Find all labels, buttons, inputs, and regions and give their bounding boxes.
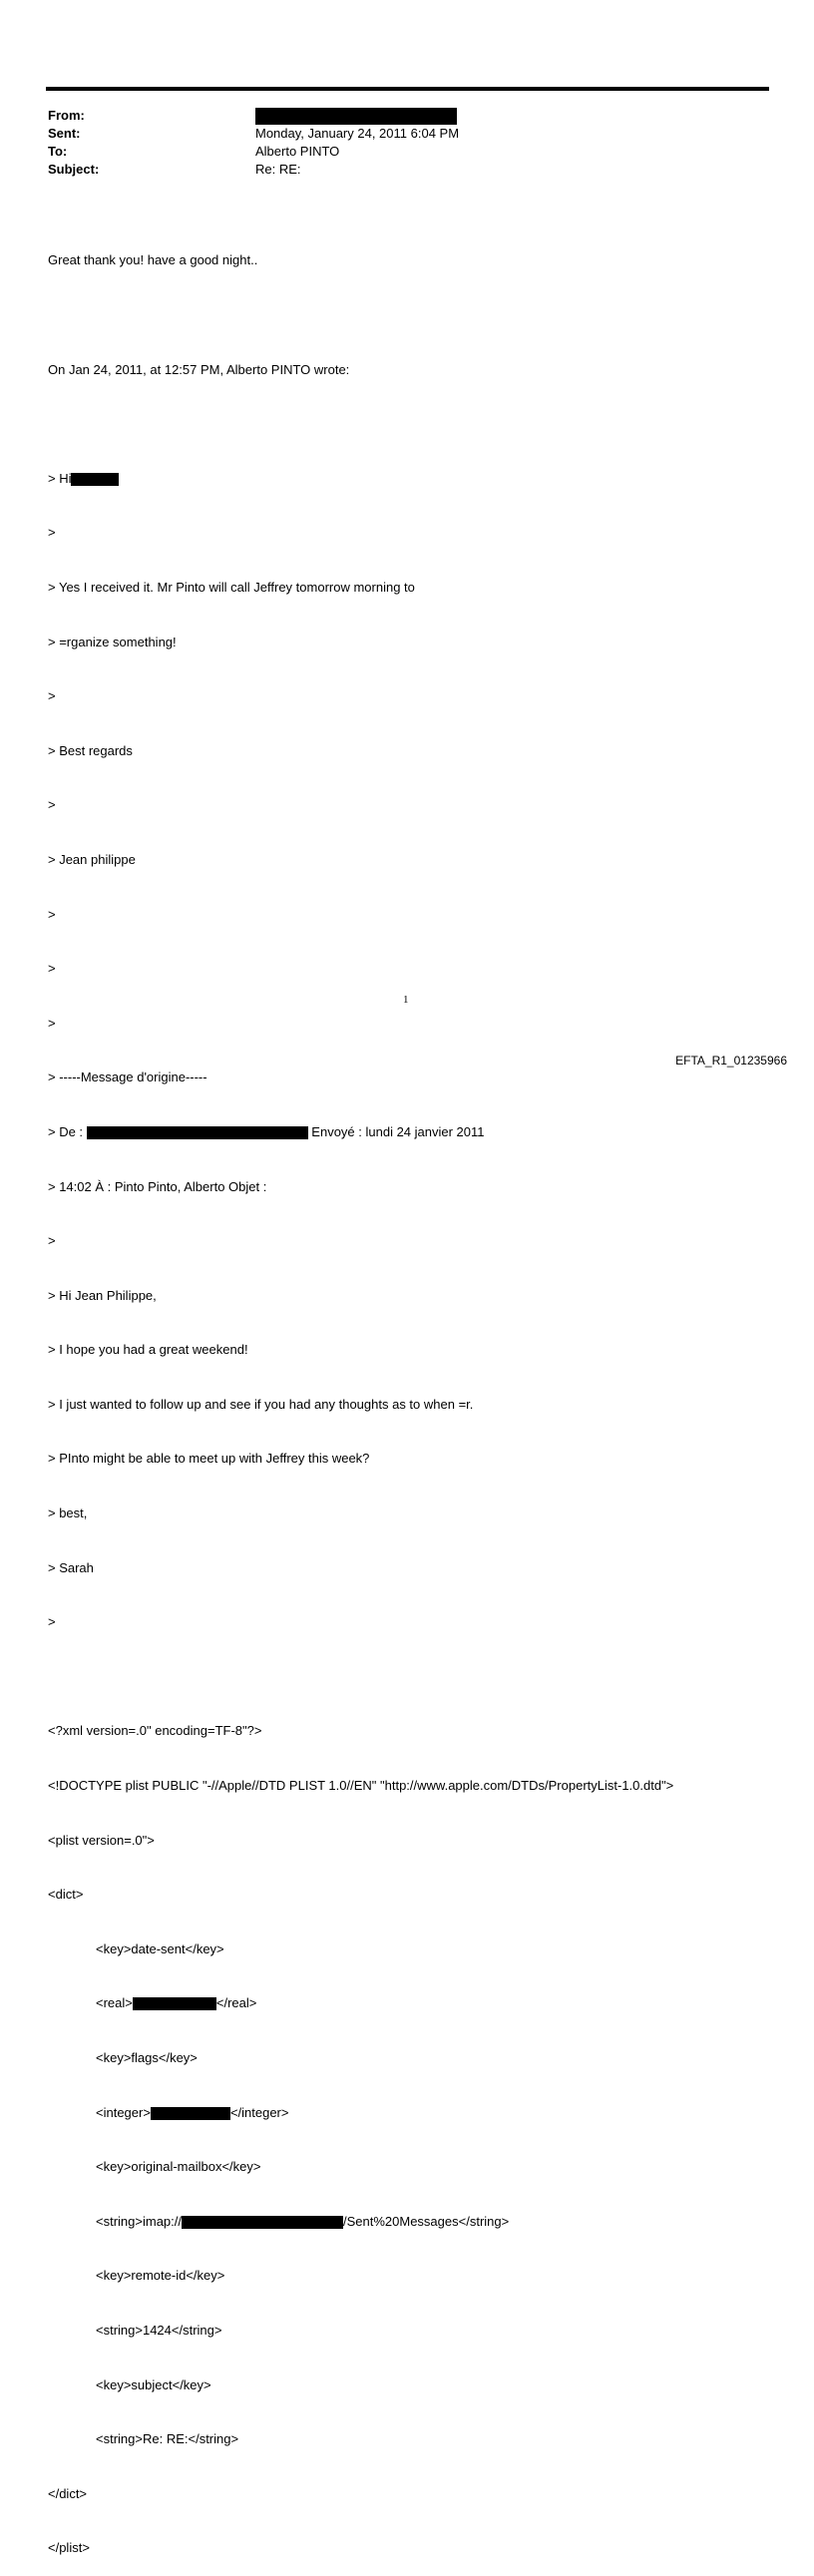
subject-label: Subject: bbox=[48, 162, 100, 177]
redaction-bar bbox=[182, 2216, 343, 2229]
plist-text: <integer> bbox=[96, 2104, 151, 2120]
plist-line bbox=[48, 2104, 776, 2122]
quote-line: > bbox=[48, 906, 56, 922]
plist-text: </integer> bbox=[229, 2104, 289, 2120]
quote-line: > bbox=[48, 961, 56, 977]
plist-line bbox=[48, 2213, 776, 2231]
plist-text: /Sent%20Messages</string> bbox=[343, 2213, 510, 2229]
to-label: To: bbox=[48, 144, 68, 159]
quote-line: > Yes I received it. Mr Pinto will call Jeffrey tomorrow morning to bbox=[48, 579, 415, 595]
sent-label: Sent: bbox=[48, 126, 81, 141]
plist-line bbox=[48, 1994, 776, 2012]
plist-text: <string>imap:// bbox=[96, 2213, 182, 2229]
quote-text: Envoyé : lundi 24 janvier 2011 bbox=[311, 1123, 485, 1139]
to-value: Alberto PINTO bbox=[255, 144, 340, 159]
plist-text: </real> bbox=[215, 1995, 257, 2011]
quote-line: > 14:02 À : Pinto Pinto, Alberto Objet : bbox=[48, 1178, 267, 1194]
quote-line bbox=[48, 470, 776, 488]
redaction-bar bbox=[255, 108, 457, 125]
header-rule bbox=[46, 87, 769, 91]
quote-line: > bbox=[48, 797, 56, 813]
plist-line: <key>original-mailbox</key> bbox=[96, 2159, 261, 2175]
quote-line: > =rganize something! bbox=[48, 634, 177, 649]
redaction-bar bbox=[71, 473, 119, 486]
plist-line: </plist> bbox=[48, 2540, 90, 2556]
quote-line: > bbox=[48, 525, 56, 541]
quote-line: > best, bbox=[48, 1505, 88, 1521]
quote-line: > bbox=[48, 1614, 56, 1630]
body-line: On Jan 24, 2011, at 12:57 PM, Alberto PINTO wrote: bbox=[48, 361, 350, 377]
redaction-bar bbox=[151, 2107, 230, 2120]
subject-value: Re: RE: bbox=[255, 162, 301, 177]
quote-line: > -----Message d'origine----- bbox=[48, 1070, 207, 1085]
quote-line: > Sarah bbox=[48, 1559, 94, 1575]
plist-line: <key>subject</key> bbox=[96, 2376, 211, 2392]
plist-line: <?xml version=.0" encoding=TF-8"?> bbox=[48, 1723, 262, 1739]
body-line: Great thank you! have a good night.. bbox=[48, 252, 258, 268]
redaction-bar bbox=[87, 1126, 308, 1139]
from-value bbox=[255, 107, 457, 125]
page-number: 1 bbox=[403, 994, 409, 1006]
plist-line: <string>1424</string> bbox=[96, 2322, 222, 2338]
quote-line: > bbox=[48, 1015, 56, 1031]
quote-line: > I just wanted to follow up and see if you had any thoughts as to when =r. bbox=[48, 1396, 474, 1412]
plist-line: <string>Re: RE:</string> bbox=[96, 2431, 239, 2447]
plist-line: <key>flags</key> bbox=[96, 2050, 198, 2065]
from-label: From: bbox=[48, 108, 85, 123]
redaction-bar bbox=[133, 1997, 216, 2010]
plist-line: </dict> bbox=[48, 2485, 88, 2501]
quote-line bbox=[48, 1123, 776, 1141]
quote-line: > I hope you had a great weekend! bbox=[48, 1342, 248, 1358]
plist-line: <plist version=.0"> bbox=[48, 1832, 155, 1848]
plist-text: <real> bbox=[96, 1995, 133, 2011]
quote-line: > PInto might be able to meet up with Jeffrey this week? bbox=[48, 1451, 370, 1467]
plist-line: <dict> bbox=[48, 1887, 84, 1903]
plist-line: <key>remote-id</key> bbox=[96, 2268, 225, 2284]
quote-line: > Best regards bbox=[48, 742, 133, 758]
quote-text: > Hi bbox=[48, 470, 72, 486]
quote-line: > Hi Jean Philippe, bbox=[48, 1287, 157, 1303]
bates-number: EFTA_R1_01235966 bbox=[675, 1054, 787, 1068]
email-body bbox=[48, 215, 776, 2576]
quote-line: > Jean philippe bbox=[48, 851, 136, 867]
plist-line: <!DOCTYPE plist PUBLIC "-//Apple//DTD PLIST 1.0//EN" "http://www.apple.com/DTDs/PropertyList-1.0.dtd"> bbox=[48, 1778, 674, 1794]
plist-line: <key>date-sent</key> bbox=[96, 1940, 224, 1956]
quote-line: > bbox=[48, 1233, 56, 1249]
sent-value: Monday, January 24, 2011 6:04 PM bbox=[255, 126, 460, 141]
quote-text: > De : bbox=[48, 1123, 84, 1139]
quote-line: > bbox=[48, 688, 56, 704]
